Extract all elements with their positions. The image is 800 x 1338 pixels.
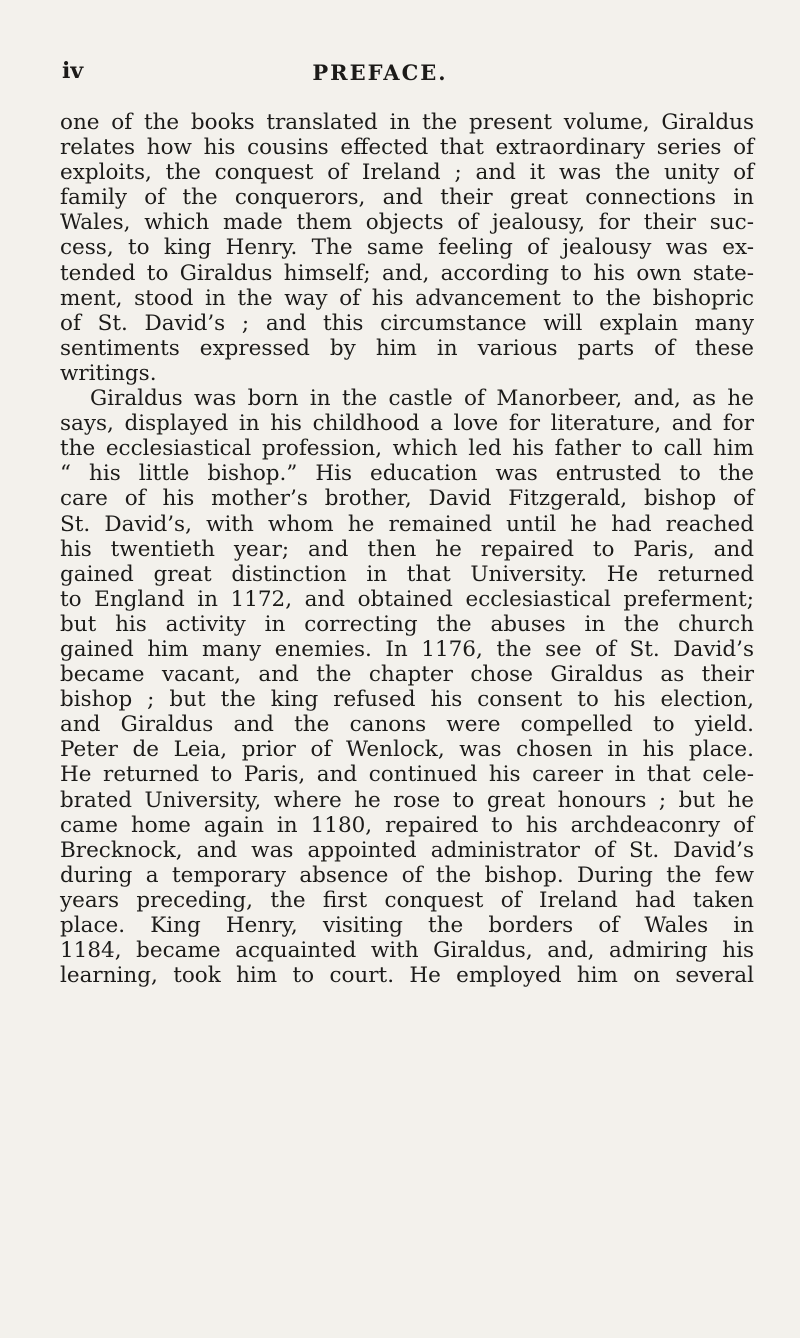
text-line: 1184, became acquainted with Giraldus, and, admiring his: [60, 938, 754, 964]
text-line: writings.: [60, 360, 157, 386]
text-line: cess, to king Henry. The same feeling of jealousy was ex-: [60, 235, 754, 261]
text-line: Peter de Leia, prior of Wenlock, was chosen in his place.: [60, 737, 754, 763]
text-line: place. King Henry, visiting the borders of Wales in: [60, 913, 754, 938]
text-line: became vacant, and the chapter chose Giraldus as their: [60, 662, 754, 688]
text-line: relates how his cousins effected that extraordinary series of: [60, 135, 754, 161]
text-line: family of the conquerors, and their great connections in: [60, 185, 754, 211]
text-line: gained him many enemies. In 1176, the see of St. David’s: [60, 636, 754, 662]
text-line: Giraldus was born in the castle of Manorbeer, and, as he: [90, 386, 754, 412]
text-line: one of the books translated in the present volume, Giraldus: [60, 110, 754, 135]
text-line: but his activity in correcting the abuses in the church: [60, 611, 754, 637]
text-line: sentiments expressed by him in various parts of these: [60, 335, 754, 361]
page-header: [0, 58, 800, 88]
text-line: to England in 1172, and obtained ecclesiastical preferment;: [60, 586, 754, 612]
text-line: exploits, the conquest of Ireland ; and it was the unity of: [60, 160, 754, 186]
page-number: iv: [62, 58, 84, 84]
text-line: gained great distinction in that University. He returned: [60, 561, 754, 587]
text-line: He returned to Paris, and continued his career in that cele-: [60, 762, 754, 788]
text-line: Wales, which made them objects of jealousy, for their suc-: [60, 210, 754, 236]
text-line: and Giraldus and the canons were compelled to yield.: [60, 712, 754, 738]
text-line: care of his mother’s brother, David Fitzgerald, bishop of: [60, 486, 754, 512]
text-line: brated University, where he rose to great honours ; but he: [60, 787, 754, 813]
text-line: of St. David’s ; and this circumstance will explain many: [60, 310, 754, 336]
body-text: [60, 110, 754, 988]
text-line: St. David’s, with whom he remained until he had reached: [60, 511, 754, 537]
text-line: his twentieth year; and then he repaired to Paris, and: [60, 536, 754, 562]
text-line: years preceding, the first conquest of Ireland had taken: [60, 887, 754, 913]
text-line: during a temporary absence of the bishop. During the few: [60, 862, 754, 888]
text-line: ment, stood in the way of his advancement to the bishopric: [60, 285, 754, 311]
text-line: came home again in 1180, repaired to his archdeaconry of: [60, 812, 754, 838]
text-line: bishop ; but the king refused his consent to his election,: [60, 687, 754, 713]
text-line: the ecclesiastical profession, which led his father to call him: [60, 436, 754, 462]
text-line: says, displayed in his childhood a love for literature, and for: [60, 411, 754, 437]
text-line: “ his little bishop.” His education was entrusted to the: [60, 461, 754, 487]
text-line: Brecknock, and was appointed administrator of St. David’s: [60, 837, 754, 863]
text-line: tended to Giraldus himself; and, according to his own state-: [60, 260, 754, 286]
running-head: PREFACE.: [312, 60, 448, 85]
text-line: learning, took him to court. He employed him on several: [60, 963, 754, 989]
